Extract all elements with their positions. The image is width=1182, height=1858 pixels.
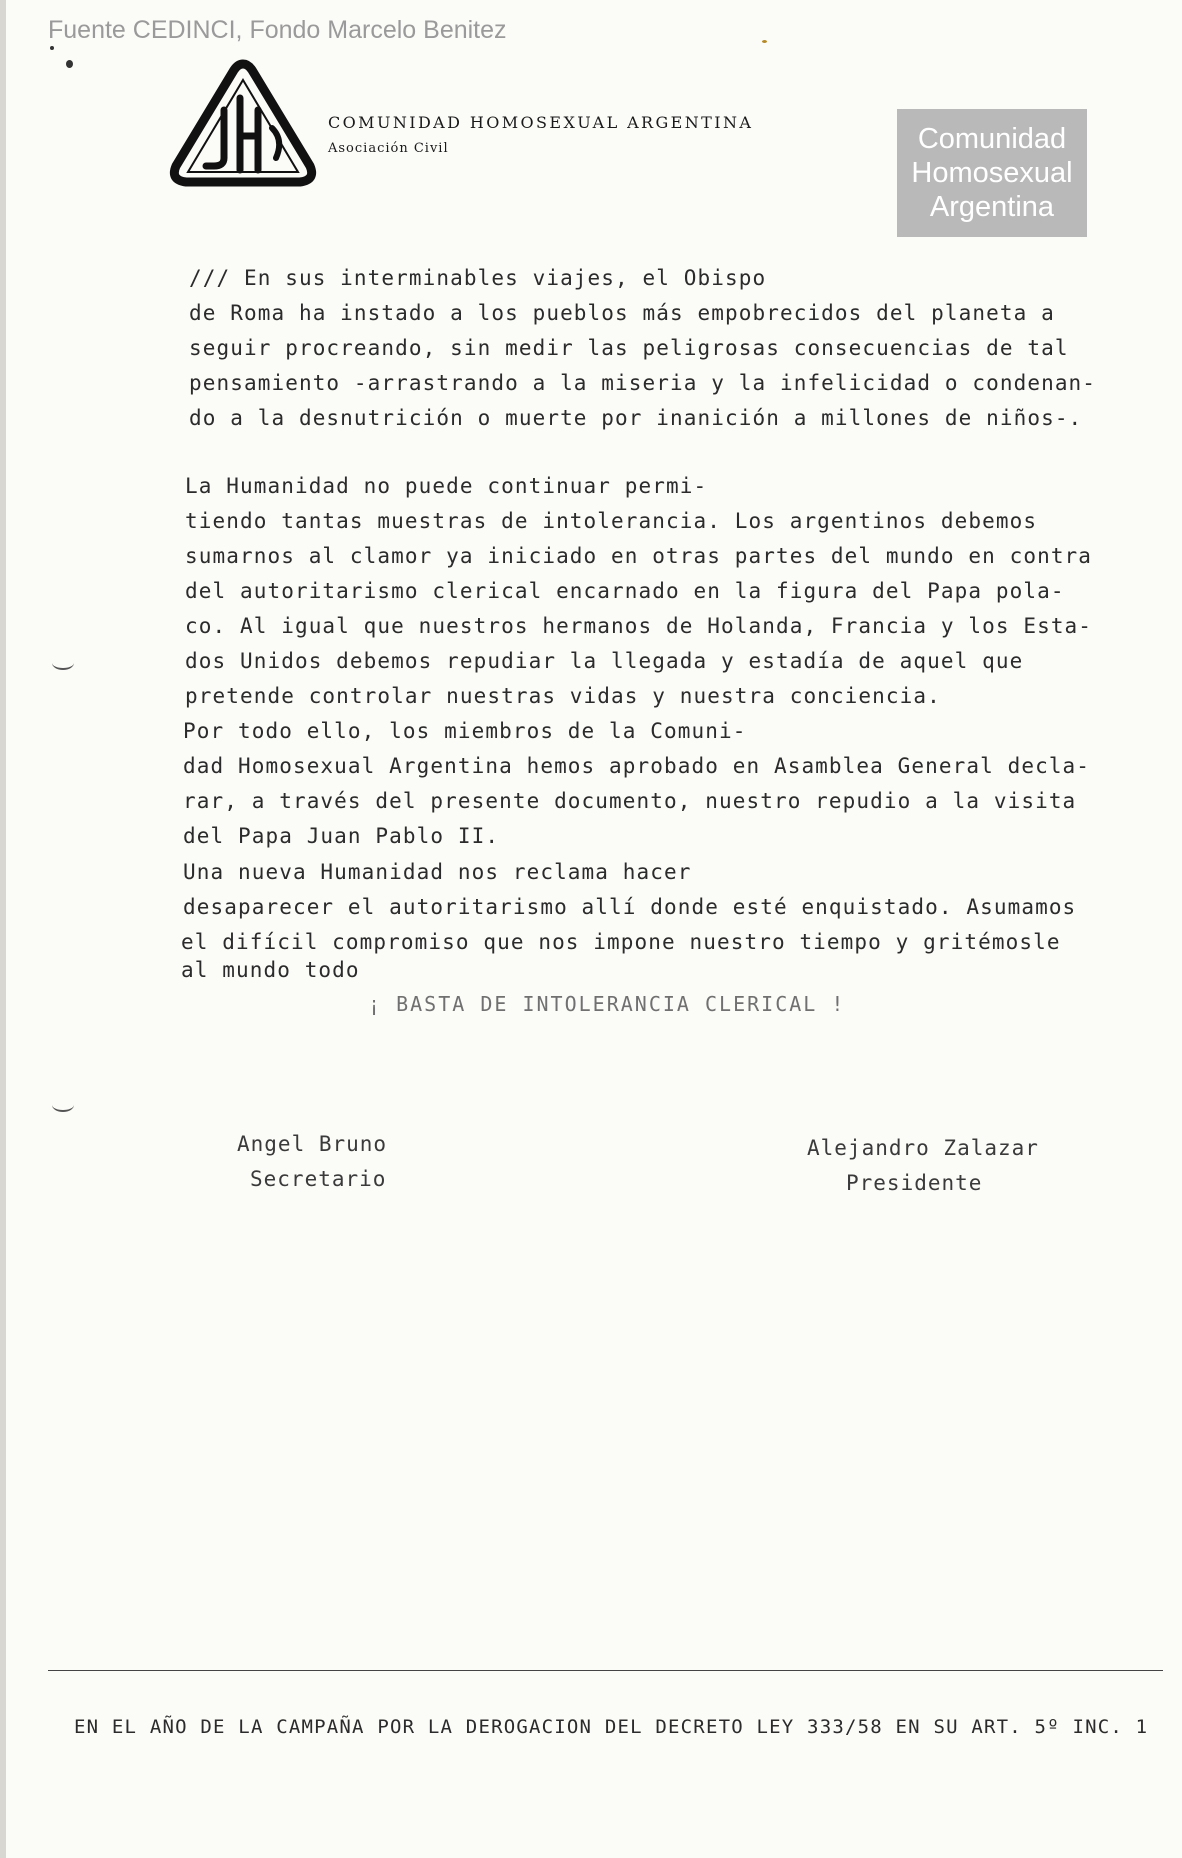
body-line: tiendo tantas muestras de intolerancia. Los argentinos debemos xyxy=(185,509,1038,533)
body-line: al mundo todo xyxy=(181,958,360,982)
body-line: pensamiento -arrastrando a la miseria y la infelicidad o condenan- xyxy=(189,371,1097,395)
ink-speck xyxy=(66,60,73,68)
body-line: el difícil compromiso que nos impone nuestro tiempo y gritémosle xyxy=(181,930,1061,954)
body-line: dos Unidos debemos repudiar la llegada y estadía de aquel que xyxy=(185,649,1024,673)
org-name: COMUNIDAD HOMOSEXUAL ARGENTINA xyxy=(328,113,754,132)
org-header xyxy=(328,113,753,156)
margin-mark xyxy=(52,1098,74,1112)
source-note: Fuente CEDINCI, Fondo Marcelo Benitez xyxy=(48,16,507,44)
body-line: rar, a través del presente documento, nuestro repudio a la visita xyxy=(183,789,1077,813)
body-line: /// En sus interminables viajes, el Obispo xyxy=(189,266,767,290)
body-line: do a la desnutrición o muerte por inanición a millones de niños-. xyxy=(189,406,1083,430)
ink-speck xyxy=(50,46,54,50)
body-line: La Humanidad no puede continuar permi- xyxy=(185,474,708,498)
signature-left-name: Angel Bruno xyxy=(237,1132,388,1156)
signature-right-role: Presidente xyxy=(846,1171,983,1195)
body-line: Una nueva Humanidad nos reclama hacer xyxy=(183,860,692,884)
body-line: del autoritarismo clerical encarnado en la figura del Papa pola- xyxy=(185,579,1065,603)
watermark-line: Argentina xyxy=(929,191,1055,223)
ink-speck xyxy=(762,40,767,43)
footer-note: EN EL AÑO DE LA CAMPAÑA POR LA DEROGACION DEL DECRETO LEY 333/58 EN SU ART. 5º INC. 1 xyxy=(74,1716,1149,1738)
protest-slogan: ¡ BASTA DE INTOLERANCIA CLERICAL ! xyxy=(368,992,846,1016)
body-line: de Roma ha instado a los pueblos más empobrecidos del planeta a xyxy=(189,301,1055,325)
body-line: del Papa Juan Pablo II. xyxy=(183,824,500,848)
body-line: pretende controlar nuestras vidas y nuestra conciencia. xyxy=(185,684,941,708)
body-line: co. Al igual que nuestros hermanos de Holanda, Francia y los Esta- xyxy=(185,614,1093,638)
body-line: Por todo ello, los miembros de la Comuni- xyxy=(183,719,747,743)
watermark-stamp xyxy=(897,109,1087,237)
watermark-line: Comunidad xyxy=(917,123,1067,155)
paper-edge xyxy=(0,0,6,1858)
cha-triangle-logo-icon xyxy=(168,58,318,190)
signature-left-role: Secretario xyxy=(250,1167,387,1191)
footer-rule xyxy=(48,1670,1163,1671)
watermark-line: Homosexual xyxy=(911,157,1073,189)
org-subtitle: Asociación Civil xyxy=(328,141,449,156)
signature-right-name: Alejandro Zalazar xyxy=(807,1136,1039,1160)
body-line: dad Homosexual Argentina hemos aprobado en Asamblea General decla- xyxy=(183,754,1091,778)
body-line: desaparecer el autoritarismo allí donde esté enquistado. Asumamos xyxy=(183,895,1077,919)
body-line: seguir procreando, sin medir las peligrosas consecuencias de tal xyxy=(189,336,1069,360)
body-line: sumarnos al clamor ya iniciado en otras partes del mundo en contra xyxy=(185,544,1093,568)
margin-mark xyxy=(52,656,74,670)
